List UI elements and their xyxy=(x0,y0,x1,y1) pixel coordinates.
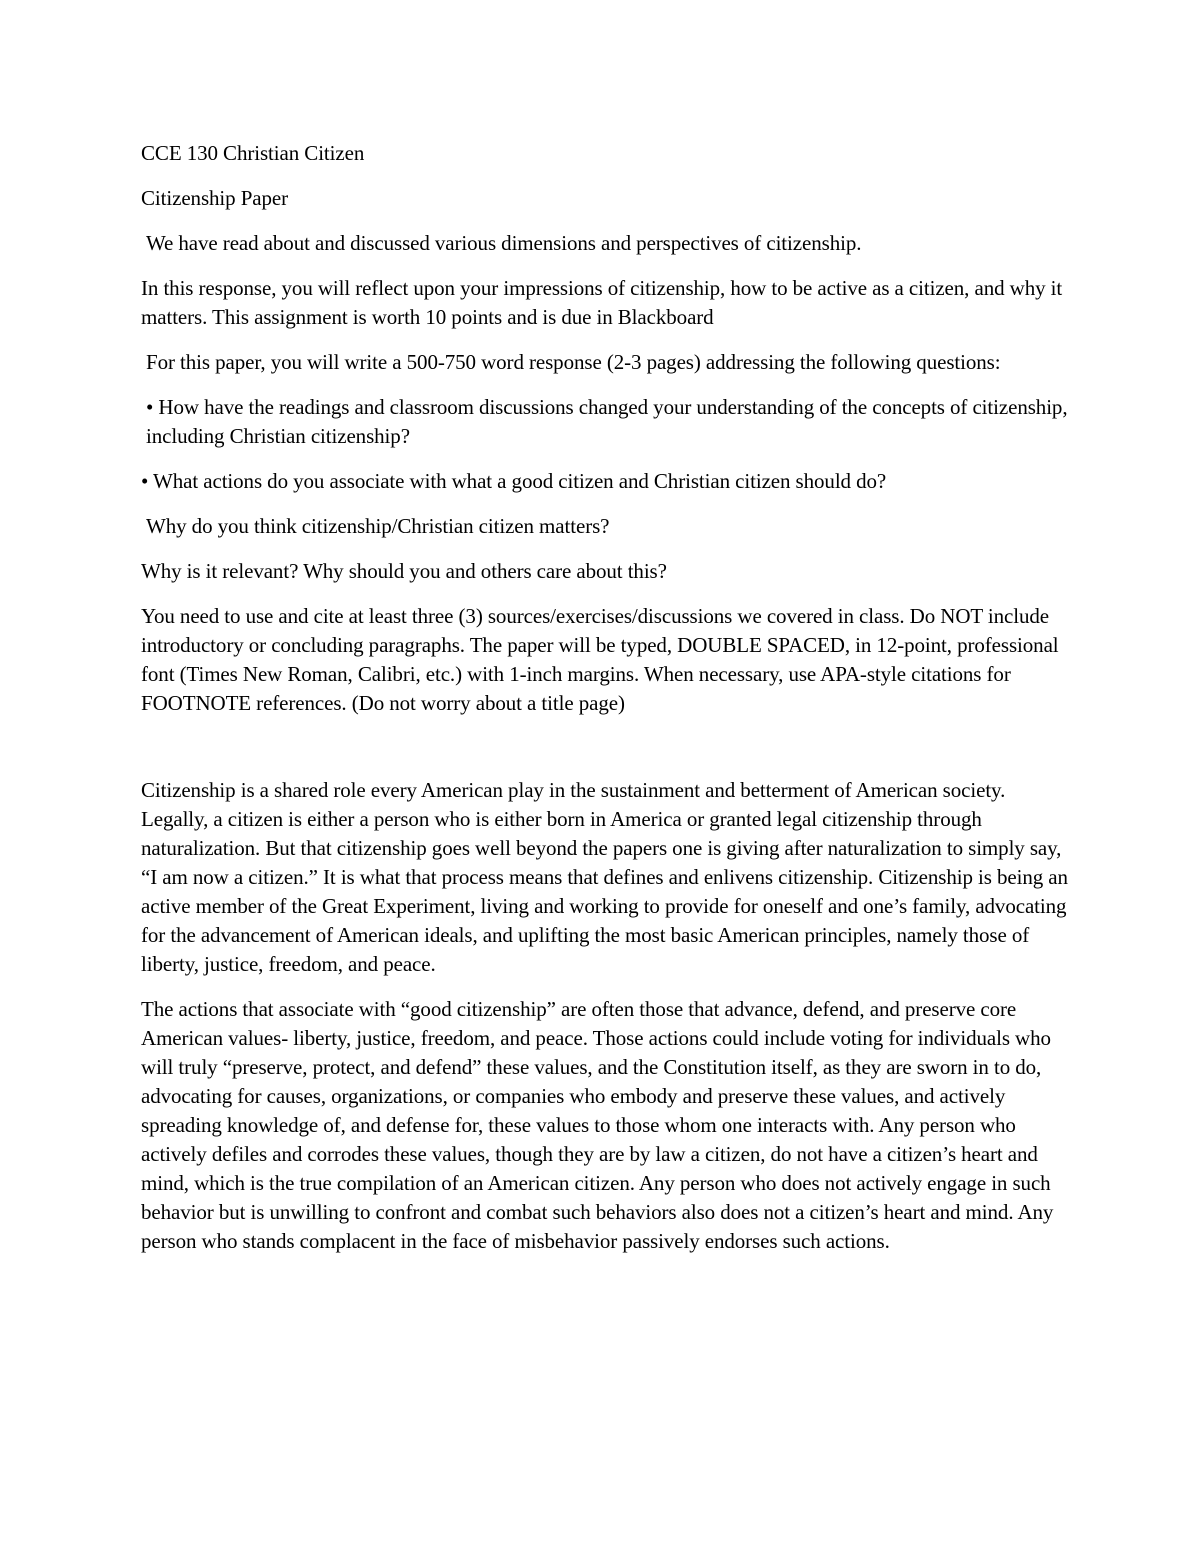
paper-requirements: For this paper, you will write a 500-750 word response (2-3 pages) addressing the following questions: xyxy=(146,350,1001,374)
question-3: Why do you think citizenship/Christian citizen matters? xyxy=(146,514,610,538)
question-1: • How have the readings and classroom discussions changed your understanding of the concepts of citizenship, including Christian citizenship? xyxy=(146,395,1068,448)
question-2: • What actions do you associate with what a good citizen and Christian citizen should do? xyxy=(141,469,887,493)
course-line: CCE 130 Christian Citizen xyxy=(141,141,365,165)
question-4: Why is it relevant? Why should you and others care about this? xyxy=(141,559,667,583)
paper-title: Citizenship Paper xyxy=(141,186,289,210)
document-body xyxy=(141,139,1071,1272)
response-paragraph-2: The actions that associate with “good citizenship” are often those that advance, defend, and preserve core American values- liberty, justice, freedom, and peace. Those actions could include voting for individuals who will truly “preserve, protect, and defend” these values, and the Constitution itself, as they are sworn in to do, advocating for causes, organizations, or companies who embody and preserve these values, and actively spreading knowledge of, and defense for, these values to those whom one interacts with. Any person who actively defiles and corrodes these values, though they are by law a citizen, do not have a citizen’s heart and mind, which is the true compilation of an American citizen. Any person who does not actively engage in such behavior but is unwilling to confront and combat such behaviors also does not a citizen’s heart and mind. Any person who stands complacent in the face of misbehavior passively endorses such actions. xyxy=(141,997,1054,1253)
formatting-instructions: You need to use and cite at least three (3) sources/exercises/discussions we covered in class. Do NOT include introductory or concluding paragraphs. The paper will be typed, DOUBLE SPACED, in 12-point, professional font (Times New Roman, Calibri, etc.) with 1-inch margins. When necessary, use APA-style citations for FOOTNOTE references. (Do not worry about a title page) xyxy=(141,604,1059,715)
intro-paragraph: We have read about and discussed various dimensions and perspectives of citizenship. xyxy=(146,231,862,255)
response-instructions: In this response, you will reflect upon your impressions of citizenship, how to be active as a citizen, and why it matters. This assignment is worth 10 points and is due in Blackboard xyxy=(141,276,1063,329)
response-paragraph-1: Citizenship is a shared role every American play in the sustainment and betterment of American society. Legally, a citizen is either a person who is either born in America or granted legal citizenship through naturalization. But that citizenship goes well beyond the papers one is giving after naturalization to simply say, “I am now a citizen.” It is what that process means that defines and enlivens citizenship. Citizenship is being an active member of the Great Experiment, living and working to provide for oneself and one’s family, advocating for the advancement of American ideals, and uplifting the most basic American principles, namely those of liberty, justice, freedom, and peace. xyxy=(141,778,1068,976)
